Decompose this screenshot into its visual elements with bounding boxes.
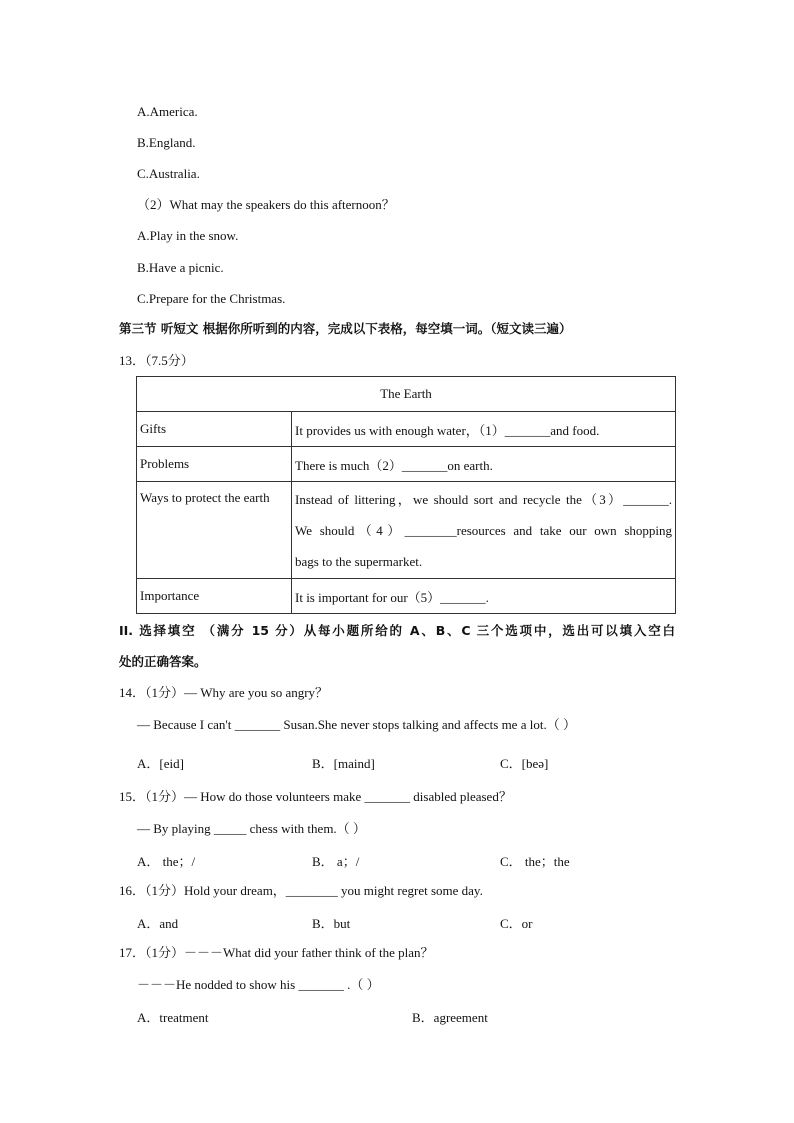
q17-option-a: A．treatment: [137, 1010, 209, 1025]
q15-stem: 15．（1分）— How do those volunteers make _______ disabled pleased？: [119, 789, 512, 804]
ways-line-2: We should（4）________resources and take our own shopping: [295, 522, 672, 538]
ways-line-3: bags to the supermarket.: [295, 553, 423, 569]
row-content-problems: There is much（2）_______on earth.: [292, 447, 676, 482]
q14-line2: — Because I can't _______ Susan.She never stops talking and affects me a lot.（ ）: [137, 717, 576, 732]
table-row: [137, 412, 676, 447]
q12-sub2-option-b: B.Have a picnic.: [137, 260, 224, 275]
q12-sub2-option-c: C.Prepare for the Christmas.: [137, 291, 286, 306]
q14-stem: 14．（1分）— Why are you so angry？: [119, 685, 329, 700]
q17-stem: 17．（1分）－－－What did your father think of the plan？: [119, 945, 434, 960]
q12-option-b: B.England.: [137, 135, 196, 150]
section2-heading-line1: II. 选择填空 （满分 15 分）从每小题所给的 A、B、C 三个选项中，选出可以填入空白: [119, 623, 675, 638]
row-content-importance: It is important for our（5）_______.: [292, 579, 676, 614]
q15-line2: — By playing _____ chess with them.（ ）: [137, 821, 366, 836]
row-label-ways: Ways to protect the earth: [137, 482, 292, 579]
q16-stem: 16．（1分）Hold your dream，________ you might regret some day.: [119, 883, 483, 898]
q16-option-c: C．or: [500, 916, 533, 931]
q17-line2: －－－He nodded to show his _______ .（ ）: [137, 977, 380, 992]
q12-option-a: A.America.: [137, 104, 198, 119]
q17-option-b: B．agreement: [412, 1010, 488, 1025]
section2-heading-line2: 处的正确答案。: [119, 654, 207, 669]
ways-line-1: Instead of littering，we should sort and recycle the（3）_______.: [295, 491, 672, 507]
q12-sub2-option-a: A.Play in the snow.: [137, 228, 239, 243]
q16-option-b: B．but: [312, 916, 351, 931]
q14-option-c: C．[beə]: [500, 756, 549, 771]
row-label-gifts: Gifts: [137, 412, 292, 447]
table-row: [137, 579, 676, 614]
q14-option-a: A．[eid]: [137, 756, 184, 771]
q12-option-c: C.Australia.: [137, 166, 200, 181]
table-row: [137, 482, 676, 579]
q15-option-c: C． the；the: [500, 854, 570, 869]
q12-sub2-question: （2）What may the speakers do this afternoon？: [137, 197, 395, 212]
row-content-ways: [292, 482, 676, 579]
row-label-importance: Importance: [137, 579, 292, 614]
table-title: The Earth: [137, 377, 676, 412]
q16-option-a: A．and: [137, 916, 179, 931]
q13-header: 13．（7.5分）: [119, 353, 194, 368]
row-label-problems: Problems: [137, 447, 292, 482]
table-row: [137, 447, 676, 482]
q15-option-a: A． the；/: [137, 854, 196, 869]
q14-option-b: B．[maind]: [312, 756, 375, 771]
q15-option-b: B． a；/: [312, 854, 360, 869]
earth-table: [136, 376, 676, 614]
section3-heading: 第三节 听短文 根据你所听到的内容，完成以下表格，每空填一词。（短文读三遍）: [119, 321, 572, 336]
row-content-gifts: It provides us with enough water，（1）_______and food.: [292, 412, 676, 447]
